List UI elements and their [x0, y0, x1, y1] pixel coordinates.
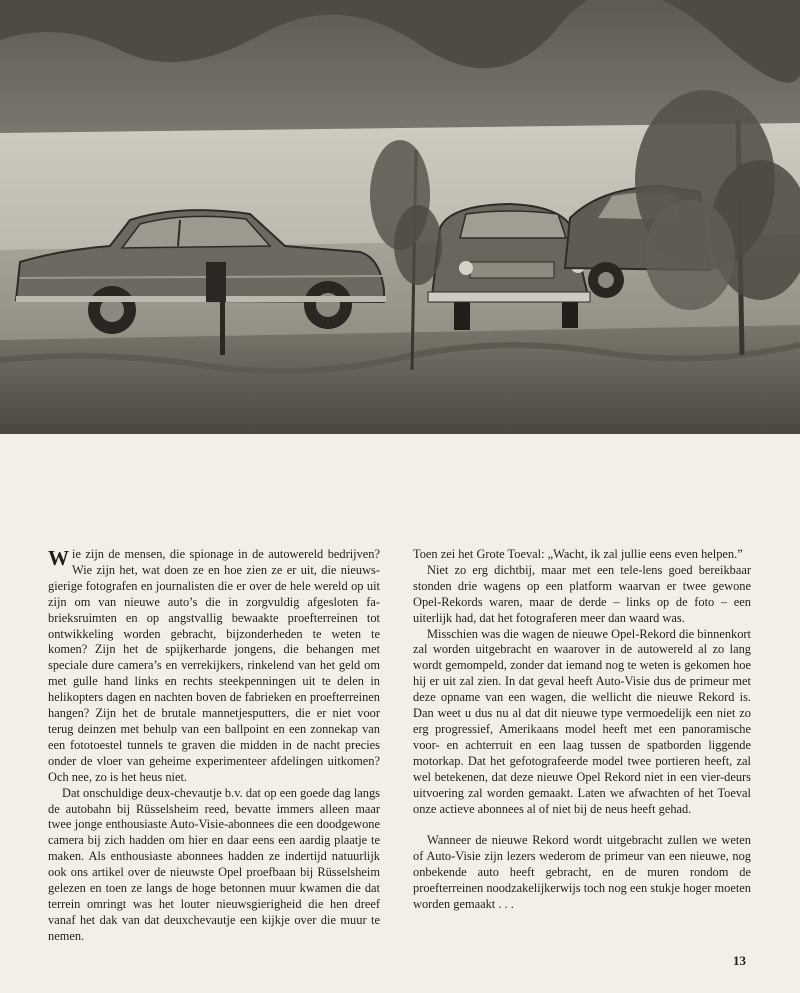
body-paragraph: Dat onschuldige deux-chevautje b.v. dat op een goede dag langs de autobahn bij Rüsselsheim reed, bevatte immers alleen maar twee jonge enthousiaste Auto-Visie-abonnees die een doodgewone camera bij zich hadden om hier en daar eens een aardig plaatje te maken. Als enthousiaste abonnees hadden ze indertijd natuurlijk ook ons artikel over de nieuwste Opel proefbaan bij Rüsselsheim gelezen en toen ze langs de hoge betonnen muur kwamen die dat terrein omringt was het louter nieuwsgierigheid die hen dreef vanaf het dak van dat deuxchevautje een kijkje over die muur te nemen. — [48, 785, 380, 943]
page-number: 13 — [733, 953, 746, 968]
drop-cap: W — [48, 546, 69, 570]
body-paragraph: Niet zo erg dichtbij, maar met een tele-lens goed bereikbaar stonden drie wagens op een platform waarvan er twee gewone Opel-Rekords waren, maar de derde – links op de foto – een uiterlijk had, dat het fotograferen meer dan waard was. — [413, 562, 751, 625]
closing-paragraph: Wanneer de nieuwe Rekord wordt uitgebracht zullen we weten of Auto-Visie zijn lezers wederom de primeur van een nieuwe, nog onbekende auto heeft gebracht, en de muren rondom de proefterreinen noodzakelijkerwijs toch nog een stukje hoger moeten worden gemaakt . . . — [413, 833, 751, 912]
body-paragraph: Misschien was die wagen de nieuwe Opel-Rekord die binnenkort zal worden uitgebracht en waarover in de autowereld al zo lang wordt gemompeld, zonder dat iemand nog te weten is gekomen hoe hij er uit zal zien. In dat geval heeft Auto-Visie dus de primeur met deze opname van een wagen, die wellicht die nieuwe Rekord is. Dan weet u dus nu al dat dit nieuwe type vermoedelijk een niet zo erg progressief, Amerikaans model heeft met een panoramische voor- en achterruit en een laag tussen de spatborden liggende motorkap. Dat het gefotografeerde model twee portieren heeft, zal wel betekenen, dat deze nieuwe Opel Rekord niet in een vier-deurs uitvoering zal worden gemaakt. Laten we afwachten of het Toeval onze actieve abonnees al of niet bij de neus heeft gehad. — [413, 626, 751, 816]
article-left-column — [48, 547, 380, 945]
paragraph-text: ie zijn de mensen, die spionage in de autowereld bedrijven? Wie zijn het, wat doen ze en hoe zien ze er uit, die nieuwsgierige fotografen en journalisten die er over de hele wereld op uit zijn om van nieuwe auto’s die in zorgvuldig afgesloten fabrieksruimten en op angstvallig bewaakte proefterreinen tot ontwikkeling worden gebracht, bijzonderheden te weten te komen? Zijn het de spijkerharde jongens, die behangen met speciale dure camera’s en verrekijkers, rinkelend van het geld om met gulle hand links en rechts steekpenningen uit te delen in helikopters dagen en nachten boven de fabrieken en proefterreinen hangen? Zijn het de brutale mannetjesputters, die er niet voor terug deinzen met behulp van een ballpoint en een zonnekap van een fototoestel tunnels te graven die midden in de nacht precies onder de vloer van geheime experimenteer afdelingen uitkomen? Och nee, zo is het heus niet. — [48, 547, 380, 784]
body-paragraph: Toen zei het Grote Toeval: „Wacht, ik zal jullie eens even helpen.” — [413, 547, 743, 561]
intro-paragraph — [48, 547, 380, 786]
article-photo — [0, 0, 800, 434]
photo-three-opel-cars-icon — [0, 0, 800, 434]
article-right-column — [413, 547, 751, 913]
